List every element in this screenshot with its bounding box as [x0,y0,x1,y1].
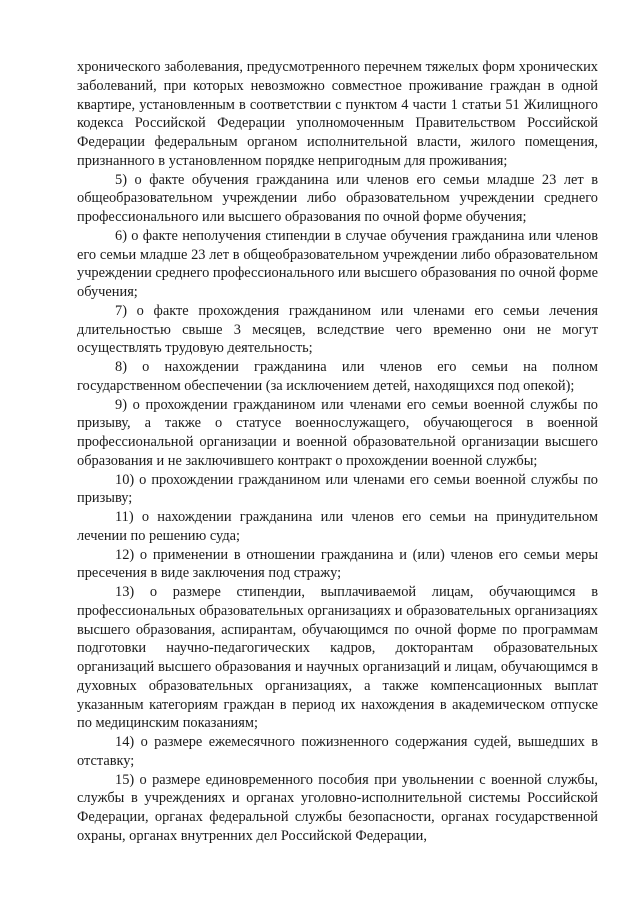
paragraph-item-15: 15) о размере единовременного пособия при увольнении с военной службы, службы в учреждениях и органах уголовно-исполнительной системы Российской Федерации, органах федеральной службы безопасности, органах государственной охраны, органах внутренних дел Российской Федерации, [77,771,598,844]
paragraph-item-11: 11) о нахождении гражданина или членов его семьи на принудительном лечении по решению суда; [77,509,598,544]
paragraph-item-10: 10) о прохождении гражданином или членами его семьи военной службы по призыву; [77,471,598,507]
paragraph-item-12: 12) о применении в отношении гражданина и (или) членов его семьи меры пресечения в виде заключения под стражу; [77,546,598,582]
paragraph-item-14: 14) о размере ежемесячного пожизненного содержания судей, вышедших в отставку; [77,734,598,769]
paragraph-item-8: 8) о нахождении гражданина или членов его семьи на полном государственном обеспечении (за исключением детей, находящихся под опекой); [77,359,598,394]
paragraph-item-6: 6) о факте неполучения стипендии в случае обучения гражданина или членов его семьи младше 23 лет в общеобразовательном учреждении либо образовательном учреждении среднего профессионального или высшего образования по очной форме обучения; [77,227,599,300]
paragraph-item-13: 13) о размере стипендии, выплачиваемой лицам, обучающимся в профессиональных образовательных организациях и образовательных организациях высшего образования, аспирантам, обучающимся по очной форме по программам подготовки научно-педагогических кадров, докторантам образовательных организаций высшего образования и научных организаций и лицам, обучающимся в духовных образовательных организациях, а также компенсационных выплат указанным категориям граждан в период их нахождения в академическом отпуске по медицинским показаниям; [77,584,598,732]
paragraph-item-5: 5) о факте обучения гражданина или членов его семьи младше 23 лет в общеобразовательном учреждении либо образовательном учреждении среднего профессионального или высшего образования по очной форме обучения; [77,171,598,225]
paragraph-item-7: 7) о факте прохождения гражданином или членами его семьи лечения длительностью свыше 3 месяцев, вследствие чего временно они не могут осуществлять трудовую деятельность; [77,302,598,357]
paragraph-item-9: 9) о прохождении гражданином или членами его семьи военной службы по призыву, а также о статусе военнослужащего, обучающегося в военной профессиональной организации и военной образовательной организации высшего образования и не заключившего контракт о прохождении военной службы; [77,396,598,469]
paragraph-continuation: хронического заболевания, предусмотренного перечнем тяжелых форм хронических заболеваний, при которых невозможно совместное проживание граждан в одной квартире, установленным в соответствии с пунктом 4 части 1 статьи 51 Жилищного кодекса Российской Федерации уполномоченным Правительством Российской Федерации федеральным органом исполнительной власти, жилого помещения, признанного в установленном порядке непригодным для проживания; [77,59,598,169]
document-page [77,58,598,846]
